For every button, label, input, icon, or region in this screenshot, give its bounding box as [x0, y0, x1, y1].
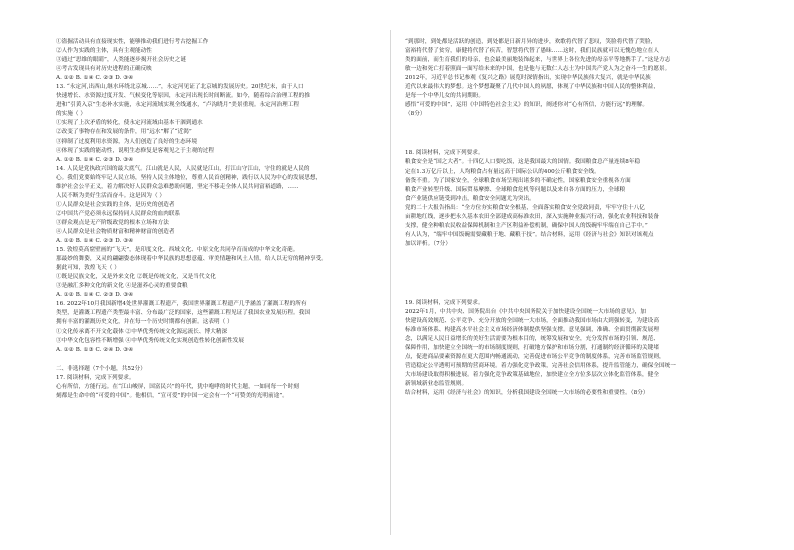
left-text-line: 心有所信，方能行远。在“江山峻屏，国富民兴”的年代，犹中咆哮的时代主题，一如同每一个时刻	[56, 383, 299, 390]
right-text-line: 类的面前，而生育我们的母亲，也会最美丽地装饰起来，与世界上各位先进的母亲平等地携手了。”这是方志	[405, 57, 671, 64]
right-text-line: 2012年，习近平总书记参观《复兴之路》展览时深情指出，实现中华民族伟大复兴，就是中华民族	[405, 75, 651, 82]
right-text-line: 快建设高效规范、公平竞争、充分开放的全国统一大市场，全面推动我国市场由大到强转变，为建设高	[405, 318, 659, 325]
right-spacer	[405, 249, 742, 259]
left-text-line: 15. 敦煌莫高窟壁画的“飞天”，是印度文化、西域文化、中原文化共同孕育而成的中华文化奇葩。	[56, 247, 299, 254]
right-text-line: 敏一边和死亡打着照面一面写给未来的中国，也是他与无数仁人志士为中国共产党人为之奋斗一生的愿景。	[405, 66, 671, 73]
right-text-line: 新领域新业态监管规则。	[405, 381, 468, 388]
left-text-line: 心。我们党要始终牢记人民立场，坚持人民主体地位，尊重人民首创精神，践行以人民为中心的发展思想，	[56, 174, 322, 181]
left-text-line: 14. 人民是党执政兴国的最大底气。江山就是人民，人民就是江山，打江山守江山，守住的就是人民的	[56, 165, 310, 172]
left-text-line: ④人民群众是社会物质财富和精神财富的创造者	[56, 228, 175, 235]
right-text-line: 定在1.3万亿斤以上，人均粮食占有量远高于国际公认的400公斤粮食安全线。	[405, 168, 600, 175]
right-text-line: 加以评析。（7分）	[405, 240, 451, 247]
right-text-line: 有人认为，“端牢中国饭碗需要藏粮于地、藏粮于技”。结合材料，运用《经济与社会》知识对该观点	[405, 231, 654, 238]
right-text-line: 营造稳定公平透明可预期的营商环境。着力强化竞争政策，完善社会信用体系，提升监管能力，确保全国统一	[405, 363, 676, 370]
right-text-line: 食产业链供应链受到冲击，粮食安全问题尤为突出。	[405, 195, 535, 202]
right-text-line: 结合材料，运用《经济与社会》的知识，分析我国建设全国统一大市场的必要性和重要性。（8分）	[405, 390, 649, 397]
left-text-line: ①文化传承离不开文化载体 ②中华优秀传统文化源远流长、博大精深	[56, 328, 228, 335]
left-text-line: 拥有丰富的灌溉历史文化，并在每一个历史时期都有创新。这表明（ ）	[56, 319, 233, 326]
right-text-line: 感悟“可爱的中国”，运用《中国特色社会主义》的知识，阐述你对“心有所信，方能行远”的理解。	[405, 102, 649, 109]
right-text-line: “到那时，到处都是活跃的创造，到处都是日新月异的进步，欢歌将代替了悲叹，笑脸将代替了哭脸，	[405, 39, 657, 45]
right-spacer	[405, 279, 742, 289]
right-spacer	[405, 259, 742, 269]
right-text-line: 亩耕地红线，逐步把永久基本农田全部建成高标准农田，深入实施种业振兴行动，强化农业科技和装备	[405, 213, 659, 220]
left-text-line: 刻都是生命中的“可爱的中国”。他相信，“宣可爱”的中国一定会有一个“可赞美的光明前途”。	[56, 392, 288, 399]
left-text-line: 的实施（ ）	[56, 111, 87, 118]
left-spacer	[56, 355, 383, 365]
right-text-line: 支撑，健全种粮农民收益保障机制和主产区利益补偿机制，确保中国人的饭碗牢牢端在自己手中。”	[405, 222, 648, 229]
right-text-line: 标准市场体系、构建高水平社会主义市场经济体制提供坚强支撑。意见强调，准确、全面贯彻新发展理	[405, 327, 659, 334]
left-text-line: 据此可知，敦煌飞天（ ）	[56, 265, 120, 272]
right-text-line: 富裕将代替了贫穷，康健将代替了疾苦，智慧将代替了愚昧……这时，我们民族就可以无愧色地立在人	[405, 48, 659, 55]
left-text-line: ②改变了事物存在和发展的条件，用“远水”解了“近渴”	[56, 129, 192, 136]
left-text-line: ③群众观点是无产阶级政党的根本立场和方法	[56, 219, 169, 226]
column-divider	[390, 30, 391, 535]
left-text-line: ②人作为实践的主体，具有主观能动性	[56, 48, 152, 55]
right-text-line: 2022年1月，中共中央、国务院出台《中共中央国务院关于加快建设全国统一大市场的意见》，加	[405, 308, 646, 315]
right-text-line: 备货不重。为了国家安全，全球粮食市场呈现出诸多的不确定性，国家粮食安全重视各方面	[405, 177, 631, 184]
left-text-line: A. ①② B. ①③ C. ②④ D. ③④	[56, 346, 134, 353]
right-text-line: （8分）	[405, 111, 426, 118]
right-text-line: 18. 阅读材料，完成下列要求。	[405, 150, 484, 157]
left-text-line: 类型，是灌溉工程遗产类型最丰富、分布最广泛的国家，这些灌溉工程见证了我国农业发展历程。我国	[56, 310, 310, 317]
left-text-line: A. ①② B. ①④ C. ②③ D. ③④	[56, 292, 134, 299]
right-text-line: 保障作用，加快建立全国统一的市场制度规则，打破地方保护和市场分割，打通制约经济循环的关键堵	[405, 345, 659, 352]
left-text-line: 人民不断为美好生活而奋斗。这是因为（ ）	[56, 192, 166, 199]
left-text-line: 维护社会公平正义，着力解决好人民群众急难愁盼问题，坚定不移走全体人民共同富裕道路，……	[56, 183, 299, 190]
left-text-line: 16. 2022年10月我国新增4处世界灌溉工程遗产，我国世界灌溉工程遗产几乎涵盖了灌溉工程的所有	[56, 301, 307, 308]
right-spacer	[405, 269, 742, 279]
left-text-line: ④体现了实践的能动性，说明生态修复是客观见之于主观的过程	[56, 147, 215, 154]
left-text-line: ④考古发现具有对历史进程的正确反映	[56, 66, 152, 73]
right-text-line: 是每一个中华儿女的共同期盼。	[405, 93, 485, 100]
right-text-line: 粮食安全是“国之大者”。十四亿人口要吃饭，这是我国最大的国情。我国粮食总产量连续8年稳	[405, 159, 641, 166]
left-text-line: ①既是民族文化，又是外来文化 ②既是传统文化，又是当代文化	[56, 274, 216, 281]
right-text-line: 粮食产业转型升级、国际贸易摩擦、全球粮食危机等问题以及来自各方面的压力，全球粮	[405, 186, 626, 193]
left-text-line: ①盗掘活动具有直接现实性，能够推动我们进行考古挖掘工作	[56, 39, 209, 45]
left-text-line: A. ①② B. ①④ C. ②③ D. ③④	[56, 156, 134, 163]
left-text-line: ③抑制了过度利用水资源，为人们创造了良好的生态环境	[56, 138, 198, 145]
right-column	[405, 38, 742, 398]
left-text-line: ②中国共产党必须永远保持同人民群众的血肉联系	[56, 210, 181, 217]
left-column	[56, 38, 383, 401]
right-spacer	[405, 289, 742, 299]
left-text-line: A. ①② B. ①④ C. ②③ D. ③④	[56, 238, 134, 245]
right-spacer	[405, 139, 742, 149]
right-text-line: 念，以满足人民日益增长的美好生活需要为根本目的，统筹发展和安全，充分发挥市场的引领、规范、	[405, 336, 659, 343]
left-text-line: ①人民群众是社会实践的主体，是历史的创造者	[56, 201, 175, 208]
right-spacer	[405, 129, 742, 139]
left-text-line: A. ①② B. ①④ C. ②③ D. ③④	[56, 75, 134, 82]
left-text-line: ③是融汇多种文化的新文化 ④是滋养心灵的重要食粮	[56, 283, 188, 290]
left-text-line: 17. 阅读材料，完成下列要求。	[56, 374, 135, 381]
left-text-line: ③中华文化包容性不断增强 ④中华优秀传统文化实现创造性转化创新性发展	[56, 337, 245, 344]
left-text-line: 二、非选择题（7个小题，共52分）	[56, 365, 146, 372]
right-text-line: 大市场建设取得积极进展。着力强化竞争政策基础地位，加快建立全方位多层次立体化监管体系，健全	[405, 372, 659, 379]
right-text-line: 近代以来最伟大的梦想。这个梦想凝聚了几代中国人的夙愿，体现了中华民族和中国人民的整体利益，	[405, 84, 659, 91]
left-text-line: ①实现了上次矛盾的转化，使永定河流域由基本干涸到通水	[56, 120, 203, 127]
left-text-line: 13. “永定河,出西山,继水环绕北京城……”，永定河见证了北京城的发展历史。20世纪末，由于人口	[56, 84, 304, 91]
right-text-line: 19. 阅读材料，完成下列要求。	[405, 299, 484, 306]
right-text-line: 党的二十大报告指出：“全方位夯实粮食安全根基，全面落实粮食安全党政同责，牢牢守住十八亿	[405, 204, 645, 211]
left-text-line: 快速增长、水资源过度开发、气候变化等原因，永定河出现长时间断流。如今，随着综合治理工程的推	[56, 93, 310, 100]
left-text-line: 那最妙的舞姿，又灵的翩翩姿态体现着中华民族的思想意蕴、审美情趣和风土人情，给人以无穷的精神享受。	[56, 256, 327, 263]
right-text-line: 点，促进商品要素资源在更大范围内畅通流动，完善促进市场公平竞争的制度体系，完善市场监管规则，	[405, 354, 665, 361]
left-text-line: ③通过“思维的眼睛”，人类能逐步揭开社会历史之谜	[56, 57, 186, 64]
left-text-line: 进和“引黄入京”生态补水实施，永定河流域实现全线通水，“卢沟晓月”美景重现。永定河治理工程	[56, 102, 300, 109]
right-spacer	[405, 119, 742, 129]
